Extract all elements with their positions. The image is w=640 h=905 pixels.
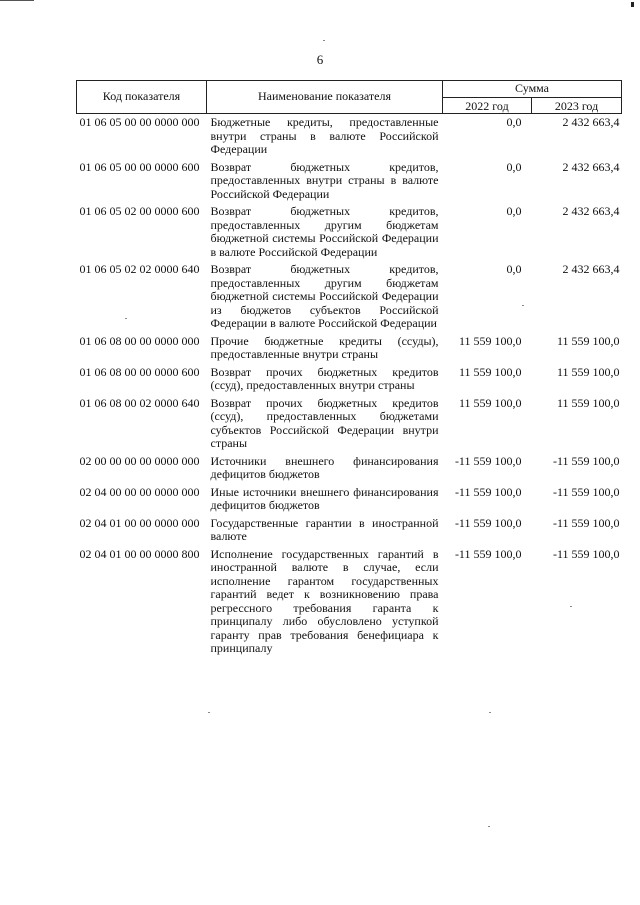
header-name: Наименование показателя bbox=[207, 81, 443, 114]
table-header bbox=[77, 81, 622, 114]
row-code: 02 04 00 00 00 0000 000 bbox=[79, 484, 200, 499]
row-value-2022: -11 559 100,0 bbox=[454, 453, 522, 468]
scan-corner-mark bbox=[631, 2, 634, 7]
row-name: Прочие бюджетные кредиты (ссуды), предоставленные внутри страны bbox=[210, 333, 439, 361]
row-name: Возврат бюджетных кредитов, предоставленных внутри страны в валюте Российской Федерации bbox=[210, 159, 439, 201]
row-code: 01 06 08 00 00 0000 600 bbox=[79, 364, 200, 379]
table-row bbox=[77, 263, 622, 335]
row-value-2023: 2 432 663,4 bbox=[562, 159, 620, 174]
row-value-2023: 11 559 100,0 bbox=[556, 333, 620, 348]
scan-speck bbox=[489, 712, 491, 713]
row-name: Исполнение государственных гарантий в иностранной валюте в случае, если исполнение гарантом государственных гарантий ведет к возникновению права регрессного требования гаранта к принципалу либо обусловлено уступкой гаранту прав требования бенефициара к принципалу bbox=[210, 546, 439, 655]
header-sum: Сумма bbox=[443, 81, 622, 98]
scan-speck bbox=[208, 712, 210, 713]
row-value-2022: 11 559 100,0 bbox=[458, 333, 522, 348]
row-value-2023: 2 432 663,4 bbox=[562, 262, 620, 276]
table-row bbox=[77, 517, 622, 548]
row-code: 02 00 00 00 00 0000 000 bbox=[79, 453, 200, 468]
table-row bbox=[77, 366, 622, 397]
row-value-2023: 2 432 663,4 bbox=[562, 115, 620, 129]
scan-speck bbox=[570, 606, 572, 607]
row-code: 02 04 01 00 00 0000 800 bbox=[79, 546, 200, 561]
row-code: 01 06 05 00 00 0000 600 bbox=[79, 159, 200, 174]
row-code: 02 04 01 00 00 0000 000 bbox=[79, 515, 200, 530]
row-code: 01 06 05 02 00 0000 600 bbox=[79, 204, 200, 218]
row-name: Возврат прочих бюджетных кредитов (ссуд), предоставленных бюджетами субъектов Российской Федерации внутри страны bbox=[210, 395, 439, 450]
row-value-2022: 11 559 100,0 bbox=[458, 395, 522, 410]
row-code: 01 06 08 00 02 0000 640 bbox=[79, 395, 200, 410]
header-code: Код показателя bbox=[77, 81, 207, 114]
row-value-2022: -11 559 100,0 bbox=[454, 484, 522, 499]
page-number: 6 bbox=[316, 52, 324, 67]
row-value-2023: -11 559 100,0 bbox=[552, 515, 620, 530]
table-row bbox=[77, 335, 622, 366]
row-code: 01 06 08 00 00 0000 000 bbox=[79, 333, 200, 348]
row-value-2023: 11 559 100,0 bbox=[556, 395, 620, 410]
row-value-2022: 0,0 bbox=[506, 204, 522, 218]
scan-top-line bbox=[0, 0, 34, 1]
row-value-2023: 2 432 663,4 bbox=[562, 204, 620, 218]
row-value-2022: 0,0 bbox=[506, 115, 522, 129]
row-value-2022: -11 559 100,0 bbox=[454, 515, 522, 530]
row-value-2023: -11 559 100,0 bbox=[552, 453, 620, 468]
table-row bbox=[77, 455, 622, 486]
row-value-2022: -11 559 100,0 bbox=[454, 546, 522, 561]
sources-table bbox=[76, 80, 622, 660]
row-value-2023: -11 559 100,0 bbox=[552, 546, 620, 561]
row-name: Возврат прочих бюджетных кредитов (ссуд), предоставленных внутри страны bbox=[210, 364, 439, 392]
table-row bbox=[77, 114, 622, 161]
row-value-2022: 11 559 100,0 bbox=[458, 364, 522, 379]
table-row bbox=[77, 486, 622, 517]
row-name: Возврат бюджетных кредитов, предоставленных другим бюджетам бюджетной системы Российской Федерации в валюте Российской Федерации bbox=[210, 204, 439, 259]
scan-speck bbox=[522, 305, 524, 306]
scan-speck bbox=[488, 826, 490, 827]
row-name: Государственные гарантии в иностранной валюте bbox=[210, 515, 439, 543]
row-value-2023: -11 559 100,0 bbox=[552, 484, 620, 499]
row-value-2022: 0,0 bbox=[506, 262, 522, 276]
scan-speck bbox=[323, 40, 325, 41]
row-name: Бюджетные кредиты, предоставленные внутри страны в валюте Российской Федерации bbox=[210, 115, 439, 156]
table-row bbox=[77, 548, 622, 660]
row-value-2023: 11 559 100,0 bbox=[556, 364, 620, 379]
header-year-2022: 2022 год bbox=[443, 98, 532, 114]
row-code: 01 06 05 00 00 0000 000 bbox=[79, 115, 200, 129]
table-row bbox=[77, 397, 622, 455]
table-row bbox=[77, 205, 622, 263]
header-year-2023: 2023 год bbox=[532, 98, 622, 114]
row-value-2022: 0,0 bbox=[506, 159, 522, 174]
row-name: Иные источники внешнего финансирования дефицитов бюджетов bbox=[210, 484, 439, 512]
table-body bbox=[77, 114, 622, 660]
row-name: Источники внешнего финансирования дефицитов бюджетов bbox=[210, 453, 439, 481]
scan-speck bbox=[125, 318, 127, 319]
row-code: 01 06 05 02 02 0000 640 bbox=[79, 262, 200, 276]
row-name: Возврат бюджетных кредитов, предоставленных другим бюджетам бюджетной системы Российской Федерации из бюджетов субъектов Российской Федерации в валюте Российской Федерации bbox=[210, 262, 439, 330]
table-row bbox=[77, 161, 622, 206]
